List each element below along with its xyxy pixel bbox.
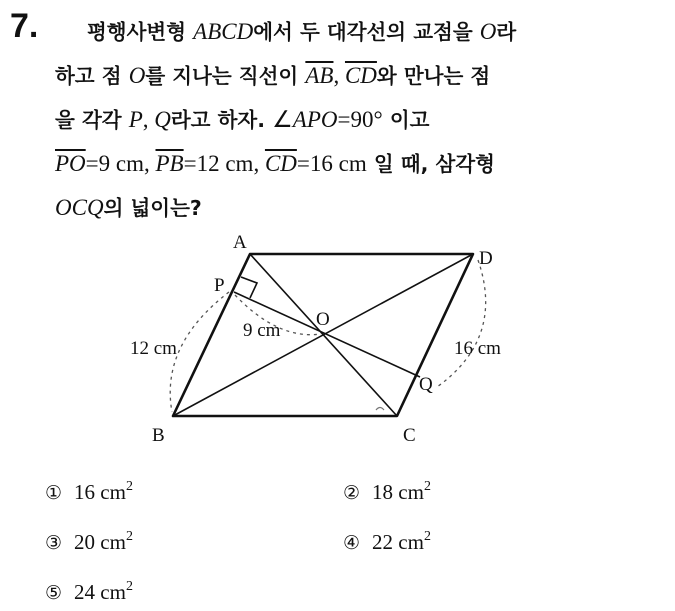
choice-marker: ⑤ [45, 582, 63, 604]
math-p: P [128, 107, 143, 132]
point-label-p: P [214, 275, 225, 296]
choice-exponent: 2 [125, 529, 133, 544]
choice-unit: cm [100, 530, 126, 554]
math-q: Q [154, 107, 171, 132]
point-label-q: Q [419, 374, 433, 395]
dim-arc-pb [170, 292, 229, 412]
vertex-label-b: B [152, 425, 165, 446]
choice-4[interactable] [343, 523, 431, 557]
choice-exponent: 2 [423, 479, 431, 494]
math-ocq: OCQ [55, 195, 104, 220]
angle-mark [376, 408, 384, 411]
vertex-label-c: C [403, 425, 416, 446]
choice-unit: cm [100, 580, 126, 604]
equals-sign: = [337, 107, 351, 132]
length-label-po: 9 cm [243, 320, 281, 341]
pb-length: =12 cm [183, 151, 254, 176]
degree-symbol: ° [373, 107, 383, 132]
choice-value: 18 [372, 480, 394, 504]
choice-1[interactable] [45, 473, 133, 507]
vertex-label-a: A [233, 232, 247, 253]
text-segment: , [144, 151, 156, 176]
segment-ab: $\overline{AB}$ [305, 63, 334, 88]
choice-exponent: 2 [423, 529, 431, 544]
text-segment: , [142, 107, 155, 132]
length-label-pb: 12 cm [130, 338, 177, 359]
choice-marker: ③ [45, 532, 63, 554]
text-segment: 라고 하자. [170, 108, 273, 132]
choice-value: 24 [74, 580, 96, 604]
po-length: =9 cm [85, 151, 144, 176]
segment-po: $\overline{PO}$ [55, 151, 86, 176]
text-segment: 의 넓이는? [103, 196, 202, 220]
text-segment: 에서 두 대각선의 교점을 [253, 20, 480, 44]
choice-marker: ④ [343, 532, 361, 554]
choice-exponent: 2 [125, 579, 133, 594]
text-segment: 를 지나는 직선이 [145, 64, 306, 88]
choice-unit: cm [100, 480, 126, 504]
point-label-o: O [316, 309, 330, 330]
choice-unit: cm [398, 480, 424, 504]
angle-value: 90 [350, 107, 374, 132]
segment-cd: $\overline{CD}$ [344, 63, 377, 88]
vertex-label-d: D [479, 248, 493, 269]
text-segment: 라 [496, 20, 517, 44]
math-abcd: ABCD [193, 19, 254, 44]
cd-length: =16 cm [296, 151, 367, 176]
angle-symbol: ∠ [272, 107, 293, 132]
segment-pb: $\overline{PB}$ [155, 151, 184, 176]
question-number: 7. [10, 7, 39, 45]
choice-value: 20 [74, 530, 96, 554]
choice-2[interactable] [343, 473, 431, 507]
choice-3[interactable] [45, 523, 133, 557]
choice-5[interactable] [45, 573, 133, 607]
choice-value: 22 [372, 530, 394, 554]
text-segment: 을 각각 [55, 108, 129, 132]
choice-marker: ② [343, 482, 361, 504]
math-o: O [128, 63, 146, 88]
text-segment: , [253, 151, 265, 176]
math-apo: APO [292, 107, 338, 132]
text-segment: 이고 [382, 108, 430, 132]
text-segment: 평행사변형 [87, 20, 194, 44]
segment-cd: $\overline{CD}$ [264, 151, 297, 176]
right-angle-mark [241, 277, 257, 298]
text-segment: 일 때, 삼각형 [366, 152, 495, 176]
text-segment: , [333, 63, 345, 88]
choice-exponent: 2 [125, 479, 133, 494]
length-label-cd: 16 cm [454, 338, 501, 359]
math-o: O [479, 19, 497, 44]
text-segment: 하고 점 [55, 64, 129, 88]
choice-marker: ① [45, 482, 63, 504]
text-segment: 와 만나는 점 [376, 64, 491, 88]
choice-value: 16 [74, 480, 96, 504]
choice-unit: cm [398, 530, 424, 554]
